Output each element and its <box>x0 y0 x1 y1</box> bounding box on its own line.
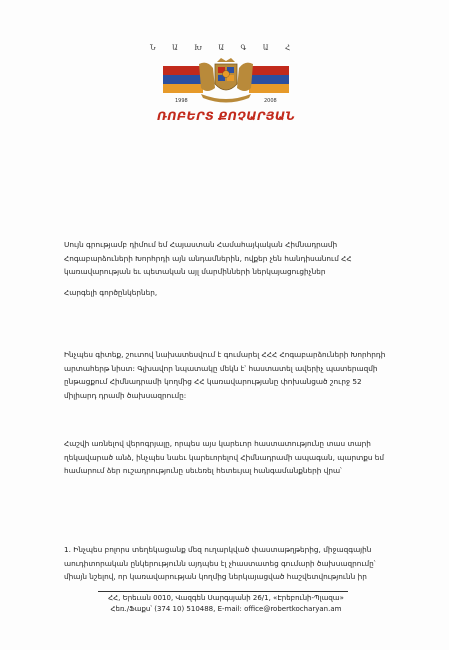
title-letter: Ա <box>262 44 269 52</box>
footer <box>86 593 366 615</box>
org-name: ՌՈԲԵՐՏ ՔՈՉԱՐՅԱՆ <box>157 109 295 123</box>
body-paragraph-2: Հաշվի առնելով վերոգրյալը, որպես այս կարեւոր հաստատությունը տաս տարի ղեկավարած անձ, ինչպես նաեւ կարեւորելով Հիմնադրամի ապագան, պարտքս եմ համարում ձեր ուշադրությունը սեւեռել հետեւյալ հանգամանքների վրա՝ <box>64 439 385 475</box>
title-letter: Հ <box>284 44 290 52</box>
greeting: Հարգելի գործընկերներ, <box>64 288 158 297</box>
footer-divider <box>98 591 348 592</box>
title-letter: Ա <box>218 44 225 52</box>
coat-of-arms-emblem <box>161 58 291 104</box>
addressees-paragraph: Սույն գրությամբ դիմում եմ Հայաստան Համահայկական Հիմնադրամի Հոգաբարձուների Խորհրդի այն անդամներին, ովքեր չեն հանդիսանում ՀՀ կառավարության եւ պետական այլ մարմինների ներկայացուցիչներ <box>64 240 352 276</box>
emblem-year-left: 1998 <box>175 98 188 104</box>
title-letter: Գ <box>240 44 247 52</box>
title-letter: Ն <box>150 44 156 52</box>
letterhead-title <box>150 44 290 52</box>
footer-address: ՀՀ, Երեւան 0010, Վազգեն Սարգսյանի 26/1, «Էրեբունի-Պլազա» <box>108 594 344 602</box>
title-letter: Խ <box>194 44 202 52</box>
footer-contacts: Հեռ./Ֆաքս՝ (374 10) 510488, E-mail: office@robertkocharyan.am <box>110 605 342 613</box>
body-paragraph-3: 1. Ինչպես բոլորս տեղեկացանք մեզ ուղարկված փաստաթղթերից, միջազգային աուդիտորական ընկերությունն այդպես էլ չհաստատեց գումարի ծախսազրումը՝ միայն նշելով, որ կառավարության կողմից ներկայացված հաշվետվությունն իր <box>64 545 376 581</box>
body-paragraph-1: Ինչպես գիտեք, շուտով նախատեսվում է գումարել ՀՀՀ Հոգաբարձուների Խորհրդի արտահերթ նիստ: Գլխավոր նպատակը մեկն է՝ հաստատել ավերիչ պատերազմի ընթացքում Հիմնադրամի կողմից ՀՀ կառավարությանը փոխանցած շուրջ 52 միլիարդ դրամի ծախսազրումը: <box>64 350 386 400</box>
emblem-year-right: 2008 <box>264 98 277 104</box>
title-letter: Ա <box>172 44 178 52</box>
